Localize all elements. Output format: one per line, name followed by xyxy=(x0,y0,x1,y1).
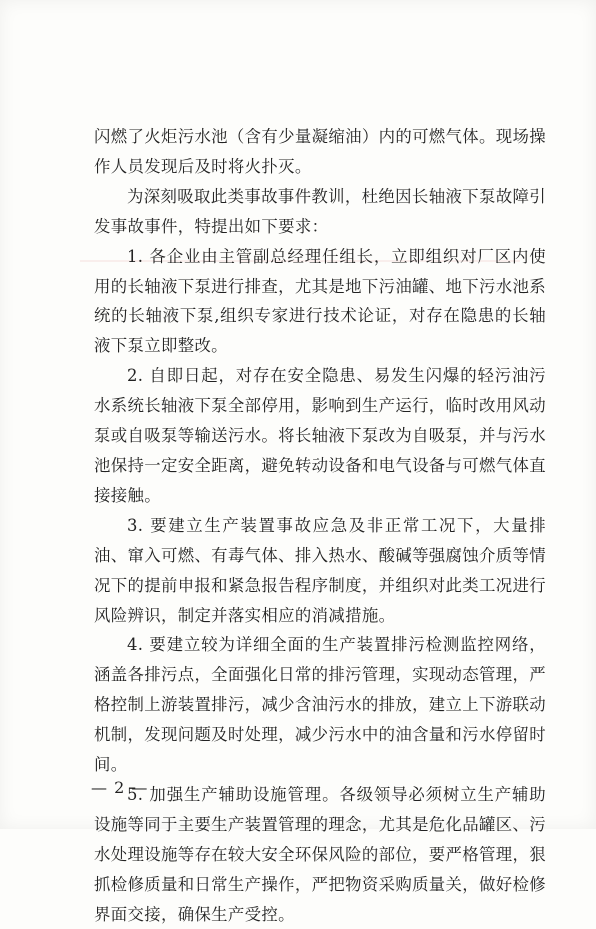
requirement-item-3: 3. 要建立生产装置事故应急及非正常工况下，大量排油、窜入可燃、有毒气体、排入热水、酸碱等强腐蚀介质等情况下的提前申报和紧急报告程序制度，并组织对此类工况进行风险辨识，制定并落实相应的消减措施。 xyxy=(94,515,546,625)
requirement-item-5: 5. 加强生产辅助设施管理。各级领导必须树立生产辅助设施等同于主要生产装置管理的理念，尤其是危化品罐区、污水处理设施等存在较大安全环保风险的部位，要严格管理，狠抓检修质量和日常生产操作，严把物资采购质量关，做好检修界面交接，确保生产受控。 xyxy=(94,784,546,924)
requirement-item-4: 4. 要建立较为详细全面的生产装置排污检测监控网络，涵盖各排污点，全面强化日常的排污管理，实现动态管理，严格控制上游装置排污，减少含油污水的排放，建立上下游联动机制，发现问题及时处理，减少污水中的油含量和污水停留时间。 xyxy=(94,635,546,775)
requirement-item-2: 2. 自即日起，对存在安全隐患、易发生闪爆的轻污油污水系统长轴液下泵全部停用，影响到生产运行，临时改用风动泵或自吸泵等输送污水。将长轴液下泵改为自吸泵，并与污水池保持一定安全距离，避免转动设备和电气设备与可燃气体直接接触。 xyxy=(94,366,546,505)
paragraph-incident-end: 闪燃了火炬污水池（含有少量凝缩油）内的可燃气体。现场操作人员发现后及时将火扑灭。 xyxy=(94,127,546,176)
page-number: — 2 — xyxy=(91,778,149,797)
body-text xyxy=(94,122,546,929)
paragraph-intro-requirements: 为深刻吸取此类事故事件教训，杜绝因长轴液下泵故障引发事故事件，特提出如下要求： xyxy=(94,186,546,236)
requirement-item-1: 1. 各企业由主管副总经理任组长，立即组织对厂区内使用的长轴液下泵进行排查，尤其是地下污油罐、地下污水池系统的长轴液下泵,组织专家进行技术论证，对存在隐患的长轴液下泵立即整改。 xyxy=(94,246,546,356)
